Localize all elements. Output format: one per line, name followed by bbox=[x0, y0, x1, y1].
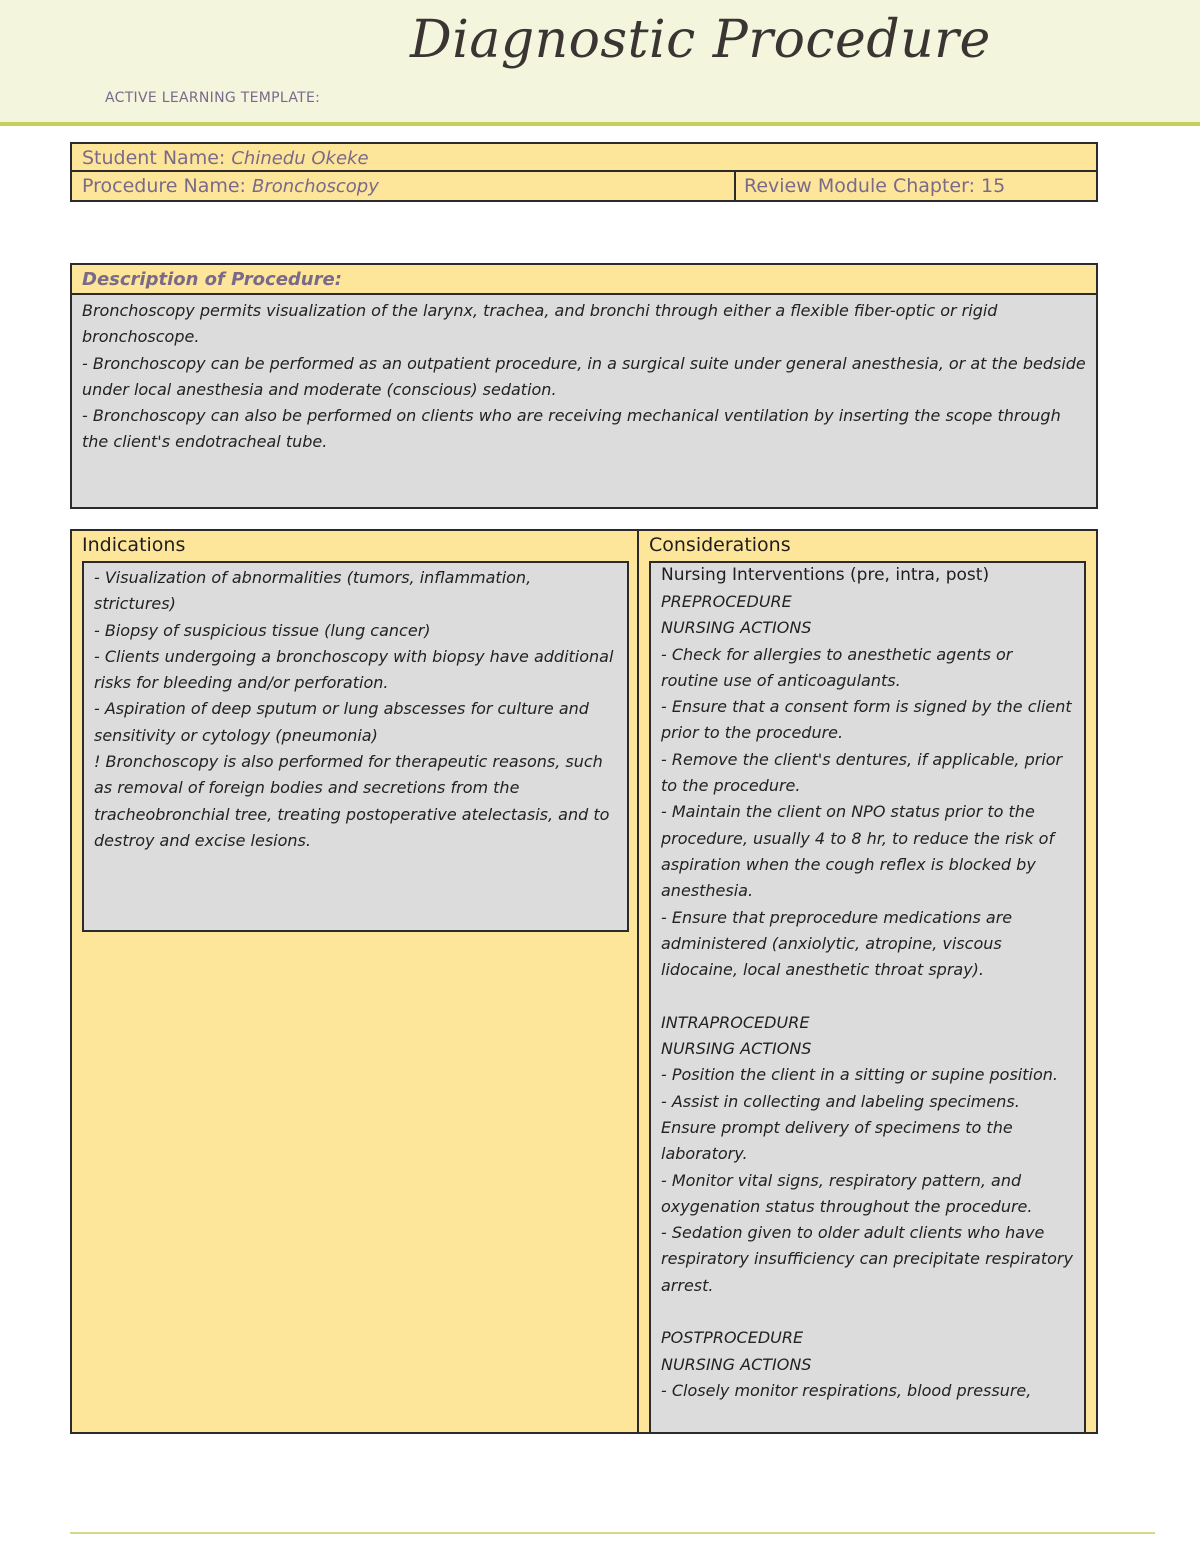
preprocedure-title: PREPROCEDURE bbox=[661, 592, 792, 611]
student-name-field[interactable] bbox=[82, 147, 369, 169]
procedure-name-value: Bronchoscopy bbox=[252, 176, 379, 197]
indication-item: ! Bronchoscopy is also performed for therapeutic reasons, such as removal of foreign bodies and secretions from the tracheobronchial tree, treating postoperative atelectasis, and to destroy and excise lesions. bbox=[94, 752, 610, 850]
footer-rule bbox=[70, 1532, 1155, 1534]
preprocedure-item: - Maintain the client on NPO status prior to the procedure, usually 4 to 8 hr, to reduce the risk of aspiration when the cough reflex is blocked by anesthesia. bbox=[661, 802, 1055, 901]
procedure-name-row bbox=[72, 172, 1096, 200]
postprocedure-subtitle: NURSING ACTIONS bbox=[661, 1354, 812, 1374]
postprocedure-item: - Closely monitor respirations, blood pressure, bbox=[661, 1380, 1032, 1400]
nursing-interventions-heading: Nursing Interventions (pre, intra, post) bbox=[649, 561, 1086, 589]
chapter-field[interactable] bbox=[744, 175, 1005, 197]
student-info-table bbox=[70, 142, 1098, 202]
description-paragraph: - Bronchoscopy can also be performed on clients who are receiving mechanical ventilation by inserting the scope through the client's endotracheal tube. bbox=[82, 406, 1061, 452]
row-divider bbox=[734, 172, 736, 200]
document-title: Diagnostic Procedure bbox=[410, 10, 991, 70]
indication-item: - Biopsy of suspicious tissue (lung cancer) bbox=[94, 620, 431, 640]
intraprocedure-item: - Position the client in a sitting or supine position. bbox=[661, 1065, 1058, 1085]
indications-text-area[interactable] bbox=[82, 561, 629, 932]
preprocedure-subtitle: NURSING ACTIONS bbox=[661, 618, 812, 638]
indications-heading: Indications bbox=[82, 534, 186, 556]
section-spacer bbox=[661, 1299, 1074, 1325]
description-paragraph: Bronchoscopy permits visualization of the larynx, trachea, and bronchi through either a flexible fiber-optic or rigid bronchoscope. bbox=[82, 301, 998, 347]
preprocedure-item: - Remove the client's dentures, if applicable, prior to the procedure. bbox=[661, 749, 1063, 796]
indication-item: - Aspiration of deep sputum or lung abscesses for culture and sensitivity or cytology (pneumonia) bbox=[94, 699, 589, 745]
intraprocedure-title: INTRAPROCEDURE bbox=[661, 1012, 810, 1032]
indication-item: - Visualization of abnormalities (tumors, inflammation, strictures) bbox=[94, 568, 532, 614]
student-name-row bbox=[72, 144, 1096, 172]
column-divider bbox=[637, 531, 639, 1432]
description-heading: Description of Procedure: bbox=[82, 269, 342, 290]
postprocedure-title: POSTPROCEDURE bbox=[661, 1328, 804, 1348]
indications-considerations-table bbox=[70, 529, 1098, 1434]
intraprocedure-item: - Assist in collecting and labeling specimens. Ensure prompt delivery of specimens to the laboratory. bbox=[661, 1091, 1020, 1164]
indication-item: - Clients undergoing a bronchoscopy with biopsy have additional risks for bleeding and/or perforation. bbox=[94, 646, 614, 693]
intraprocedure-subtitle: NURSING ACTIONS bbox=[661, 1039, 812, 1059]
nursing-interventions-text-area[interactable] bbox=[649, 587, 1086, 1432]
chapter-value: 15 bbox=[981, 175, 1006, 197]
procedure-name-field[interactable] bbox=[82, 175, 379, 197]
description-text-area[interactable] bbox=[72, 295, 1096, 507]
considerations-heading: Considerations bbox=[649, 534, 791, 556]
description-paragraph: - Bronchoscopy can be performed as an outpatient procedure, in a surgical suite under general anesthesia, or at the bedside under local anesthesia and moderate (conscious) sedation. bbox=[82, 353, 1086, 399]
chapter-label: Review Module Chapter: bbox=[744, 175, 975, 197]
header-band bbox=[0, 0, 1200, 126]
description-section bbox=[70, 263, 1098, 509]
section-spacer bbox=[661, 983, 1074, 1009]
student-name-label: Student Name: bbox=[82, 147, 226, 169]
procedure-name-label: Procedure Name: bbox=[82, 175, 246, 197]
preprocedure-item: - Ensure that a consent form is signed by the client prior to the procedure. bbox=[661, 697, 1072, 743]
template-label: ACTIVE LEARNING TEMPLATE: bbox=[105, 90, 321, 106]
student-name-value: Chinedu Okeke bbox=[231, 148, 369, 169]
preprocedure-item: - Check for allergies to anesthetic agents or routine use of anticoagulants. bbox=[661, 644, 1013, 690]
description-heading-bar bbox=[72, 265, 1096, 295]
preprocedure-item: - Ensure that preprocedure medications are administered (anxiolytic, atropine, viscous lidocaine, local anesthetic throat spray). bbox=[661, 907, 1013, 980]
intraprocedure-item: - Sedation given to older adult clients who have respiratory insufficiency can precipitate respiratory arrest. bbox=[661, 1223, 1073, 1295]
intraprocedure-item: - Monitor vital signs, respiratory pattern, and oxygenation status throughout the procedure. bbox=[661, 1170, 1033, 1216]
